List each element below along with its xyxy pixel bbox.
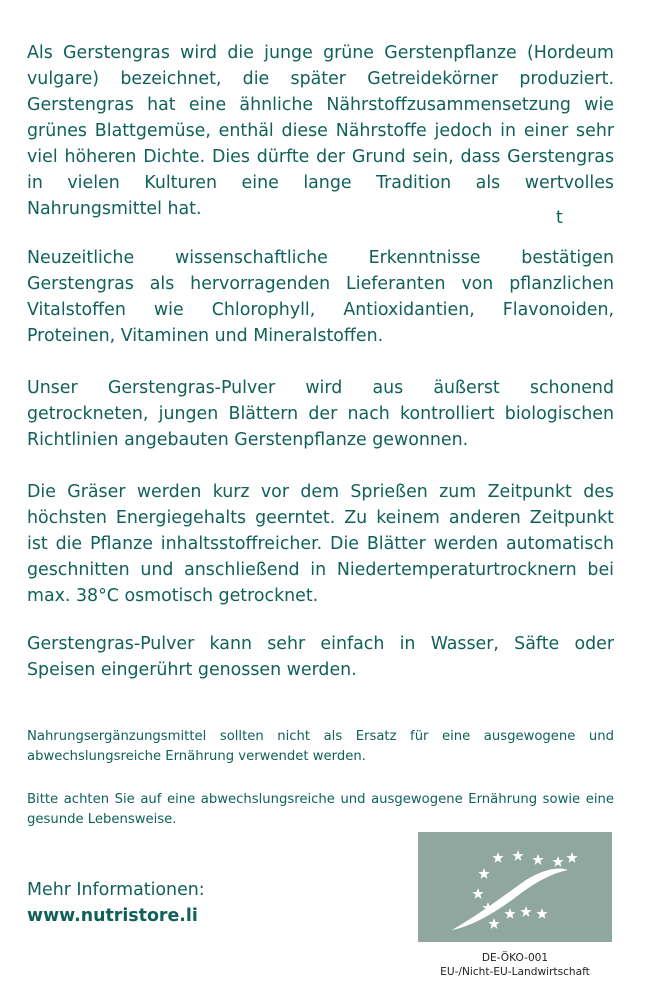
harvest-paragraph: Die Gräser werden kurz vor dem Sprießen zum Zeitpunkt des höchsten Energiegehalts geerntet. Zu keinem anderen Zeitpunkt ist die Pflanze inhaltsstoffreicher. Die Blätter werden automatisch geschnitten und anschließend in Niedertemperaturtrocknern bei max. 38°C osmotisch getrocknet. [27,482,614,606]
eu-organic-leaf-icon [418,832,612,942]
stray-character: t [556,208,563,228]
lifestyle-disclaimer: Bitte achten Sie auf eine abwechslungsreiche und ausgewogene Ernährung sowie eine gesunde Lebensweise. [27,792,614,827]
website-link[interactable]: www.nutristore.li [27,906,198,926]
certification-origin: EU-/Nicht-EU-Landwirtschaft [440,966,590,978]
supplement-disclaimer: Nahrungsergänzungsmittel sollten nicht als Ersatz für eine ausgewogene und abwechslungsreiche Ernährung verwendet werden. [27,729,614,764]
production-paragraph: Unser Gerstengras-Pulver wird aus äußerst schonend getrockneten, jungen Blättern der nach kontrolliert biologischen Richtlinien angebauten Gerstenpflanze gewonnen. [27,378,614,450]
more-info-label: Mehr Informationen: [27,880,205,900]
intro-paragraph: Als Gerstengras wird die junge grüne Gerstenpflanze (Hordeum vulgare) bezeichnet, die später Getreidekörner produziert. Gerstengras hat eine ähnliche Nährstoffzusammensetzung wie grünes Blattgemüse, enthäl diese Nährstoffe jedoch in einer sehr viel höheren Dichte. Dies dürfte der Grund sein, dass Gerstengras in vielen Kulturen eine lange Tradition als wertvolles Nahrungsmittel hat. [27,43,614,219]
certification-code: DE-ÖKO-001 [481,952,549,964]
usage-paragraph: Gerstengras-Pulver kann sehr einfach in Wasser, Säfte oder Speisen eingerührt genossen werden. [27,634,614,680]
science-paragraph: Neuzeitliche wissenschaftliche Erkenntnisse bestätigen Gerstengras als hervorragenden Lieferanten von pflanzlichen Vitalstoffen wie Chlorophyll, Antioxidantien, Flavonoiden, Proteinen, Vitaminen und Mineralstoffen. [27,248,614,346]
